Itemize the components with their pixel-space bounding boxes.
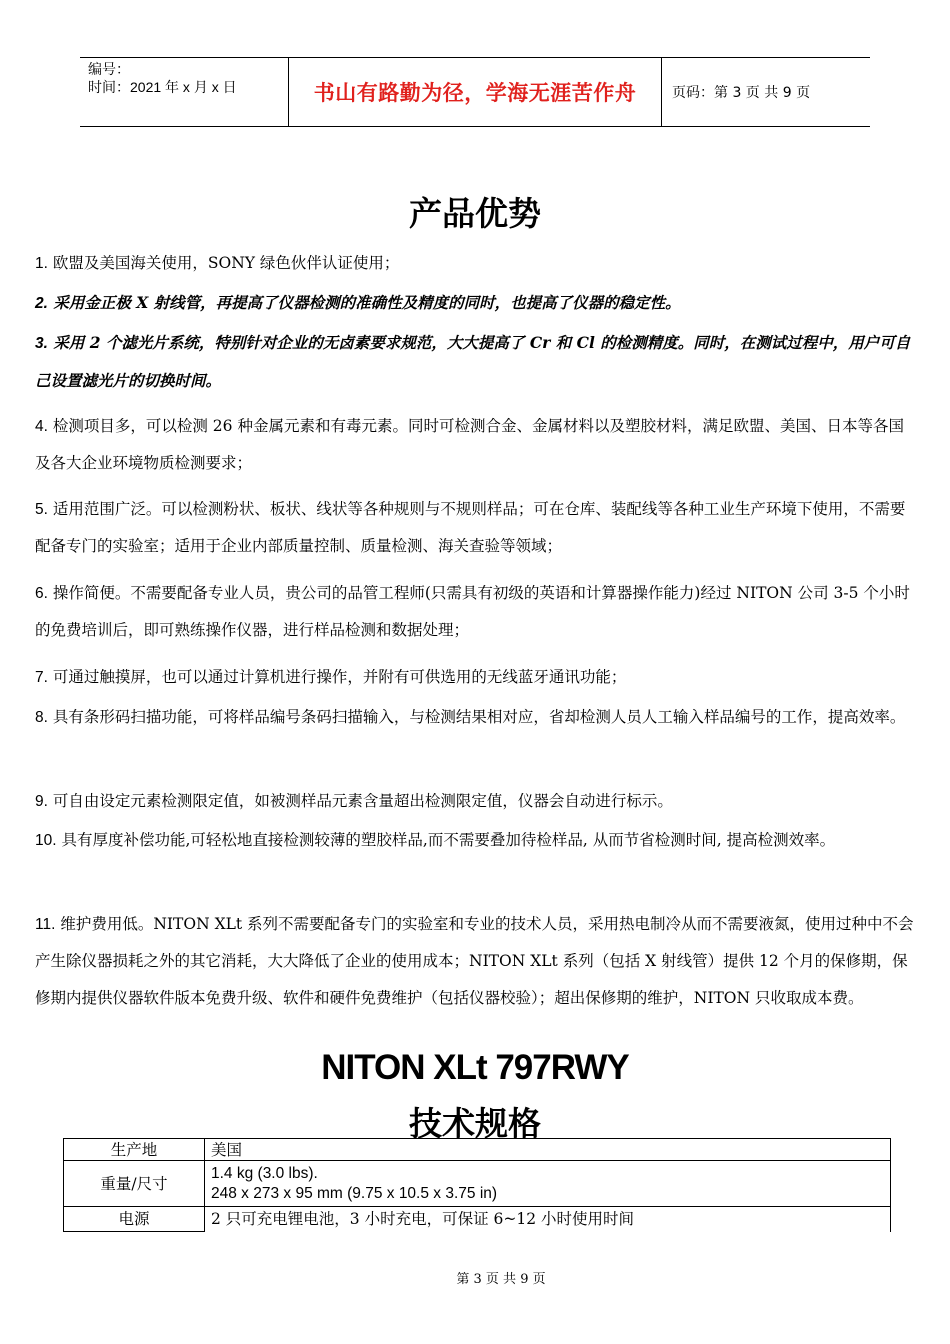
page-header [80,57,870,127]
list-item [35,324,915,399]
table-row [64,1161,891,1207]
spec-value-line: 1.4 kg (3.0 lbs). [211,1164,318,1182]
item-number: 9. [35,793,48,810]
item-number: 10. [35,832,57,849]
spec-title: 技术规格 [409,1104,541,1143]
list-item [35,408,915,482]
header-motto: 书山有路勤为径，学海无涯苦作舟 [288,58,662,126]
spec-value: 美国 [205,1139,891,1161]
item-number: 4. [35,418,48,435]
list-item [35,783,915,820]
header-meta [80,58,288,126]
list-item [35,575,915,649]
item-text: 检测项目多，可以检测 26 种金属元素和有毒元素。同时可检测合金、金属材料以及塑胶材料，满足欧盟、美国、日本等各国及各大企业环境物质检测要求； [35,417,904,472]
section-title: 产品优势 [409,194,541,233]
item-number: 2. [35,295,48,312]
item-text: 采用金正极 X 射线管，再提高了仪器检测的准确性及精度的同时，也提高了仪器的稳定性。 [53,293,681,312]
item-text: 具有条形码扫描功能，可将样品编号条码扫描输入，与检测结果相对应，省却检测人员人工输入样品编号的工作，提高效率。 [52,708,906,726]
item-number: 7. [35,669,48,686]
item-text: 具有厚度补偿功能,可轻松地直接检测较薄的塑胶样品,而不需要叠加待检样品, 从而节省检测时间, 提高检测效率。 [61,831,836,849]
item-text: 采用 2 个滤光片系统，特别针对企业的无卤素要求规范，大大提高了 Cr 和 Cl 的检测精度。同时，在测试过程中，用户可自己设置滤光片的切换时间。 [35,333,911,390]
item-number: 11. [35,916,56,933]
spec-value: 2 只可充电锂电池，3 小时充电，可保证 6~12 小时使用时间 [205,1207,891,1232]
page-footer: 第 3 页 共 9 页 [456,1272,546,1287]
item-text: 可自由设定元素检测限定值，如被测样品元素含量超出检测限定值，仪器会自动进行标示。 [52,792,673,810]
list-item [35,491,915,565]
time-label: 时间：2021 年 x 月 x 日 [88,79,237,95]
model-title: NITON XLt 797RWY [321,1048,629,1087]
number-label: 编号： [88,61,130,77]
item-number: 3. [35,335,48,352]
spec-table [63,1138,891,1232]
header-page-label: 页码：第 3 页 共 9 页 [672,85,811,101]
list-item [35,699,915,736]
item-text: 适用范围广泛。可以检测粉状、板状、线状等各种规则与不规则样品；可在仓库、装配线等各种工业生产环境下使用，不需要配备专门的实验室；适用于企业内部质量控制、质量检测、海关查验等领域； [35,500,906,555]
table-row [64,1139,891,1161]
spec-value [205,1161,891,1207]
item-text: 操作简便。不需要配备专业人员，贵公司的品管工程师(只需具有初级的英语和计算器操作能力)经过 NITON 公司 3-5 个小时的免费培训后，即可熟练操作仪器，进行样品检测和数据处理； [35,584,910,639]
spec-value-line: 248 x 273 x 95 mm (9.75 x 10.5 x 3.75 in) [211,1184,498,1202]
item-text: 维护费用低。NITON XLt 系列不需要配备专门的实验室和专业的技术人员，采用热电制冷从而不需要液氮，使用过种中不会产生除仪器损耗之外的其它消耗，大大降低了企业的使用成本；NITON XLt 系列（包括 X 射线管）提供 12 个月的保修期，保修期内提供仪器软件版本免费升级、软件和硬件免费维护（包括仪器校验）；超出保修期的维护，NITON 只收取成本费。 [35,915,914,1007]
item-number: 1. [35,255,48,272]
item-number: 6. [35,585,48,602]
list-item [35,822,915,859]
item-text: 可通过触摸屏，也可以通过计算机进行操作，并附有可供选用的无线蓝牙通讯功能； [52,668,627,686]
list-item [35,245,915,282]
list-item [35,906,915,1017]
table-row [64,1207,891,1232]
item-number: 5. [35,501,48,518]
list-item [35,659,915,696]
spec-key: 电源 [64,1207,205,1232]
item-text: 欧盟及美国海关使用，SONY 绿色伙伴认证使用； [52,254,400,272]
spec-key: 重量/尺寸 [64,1161,205,1207]
list-item [35,284,915,322]
item-number: 8. [35,709,48,726]
spec-key: 生产地 [64,1139,205,1161]
